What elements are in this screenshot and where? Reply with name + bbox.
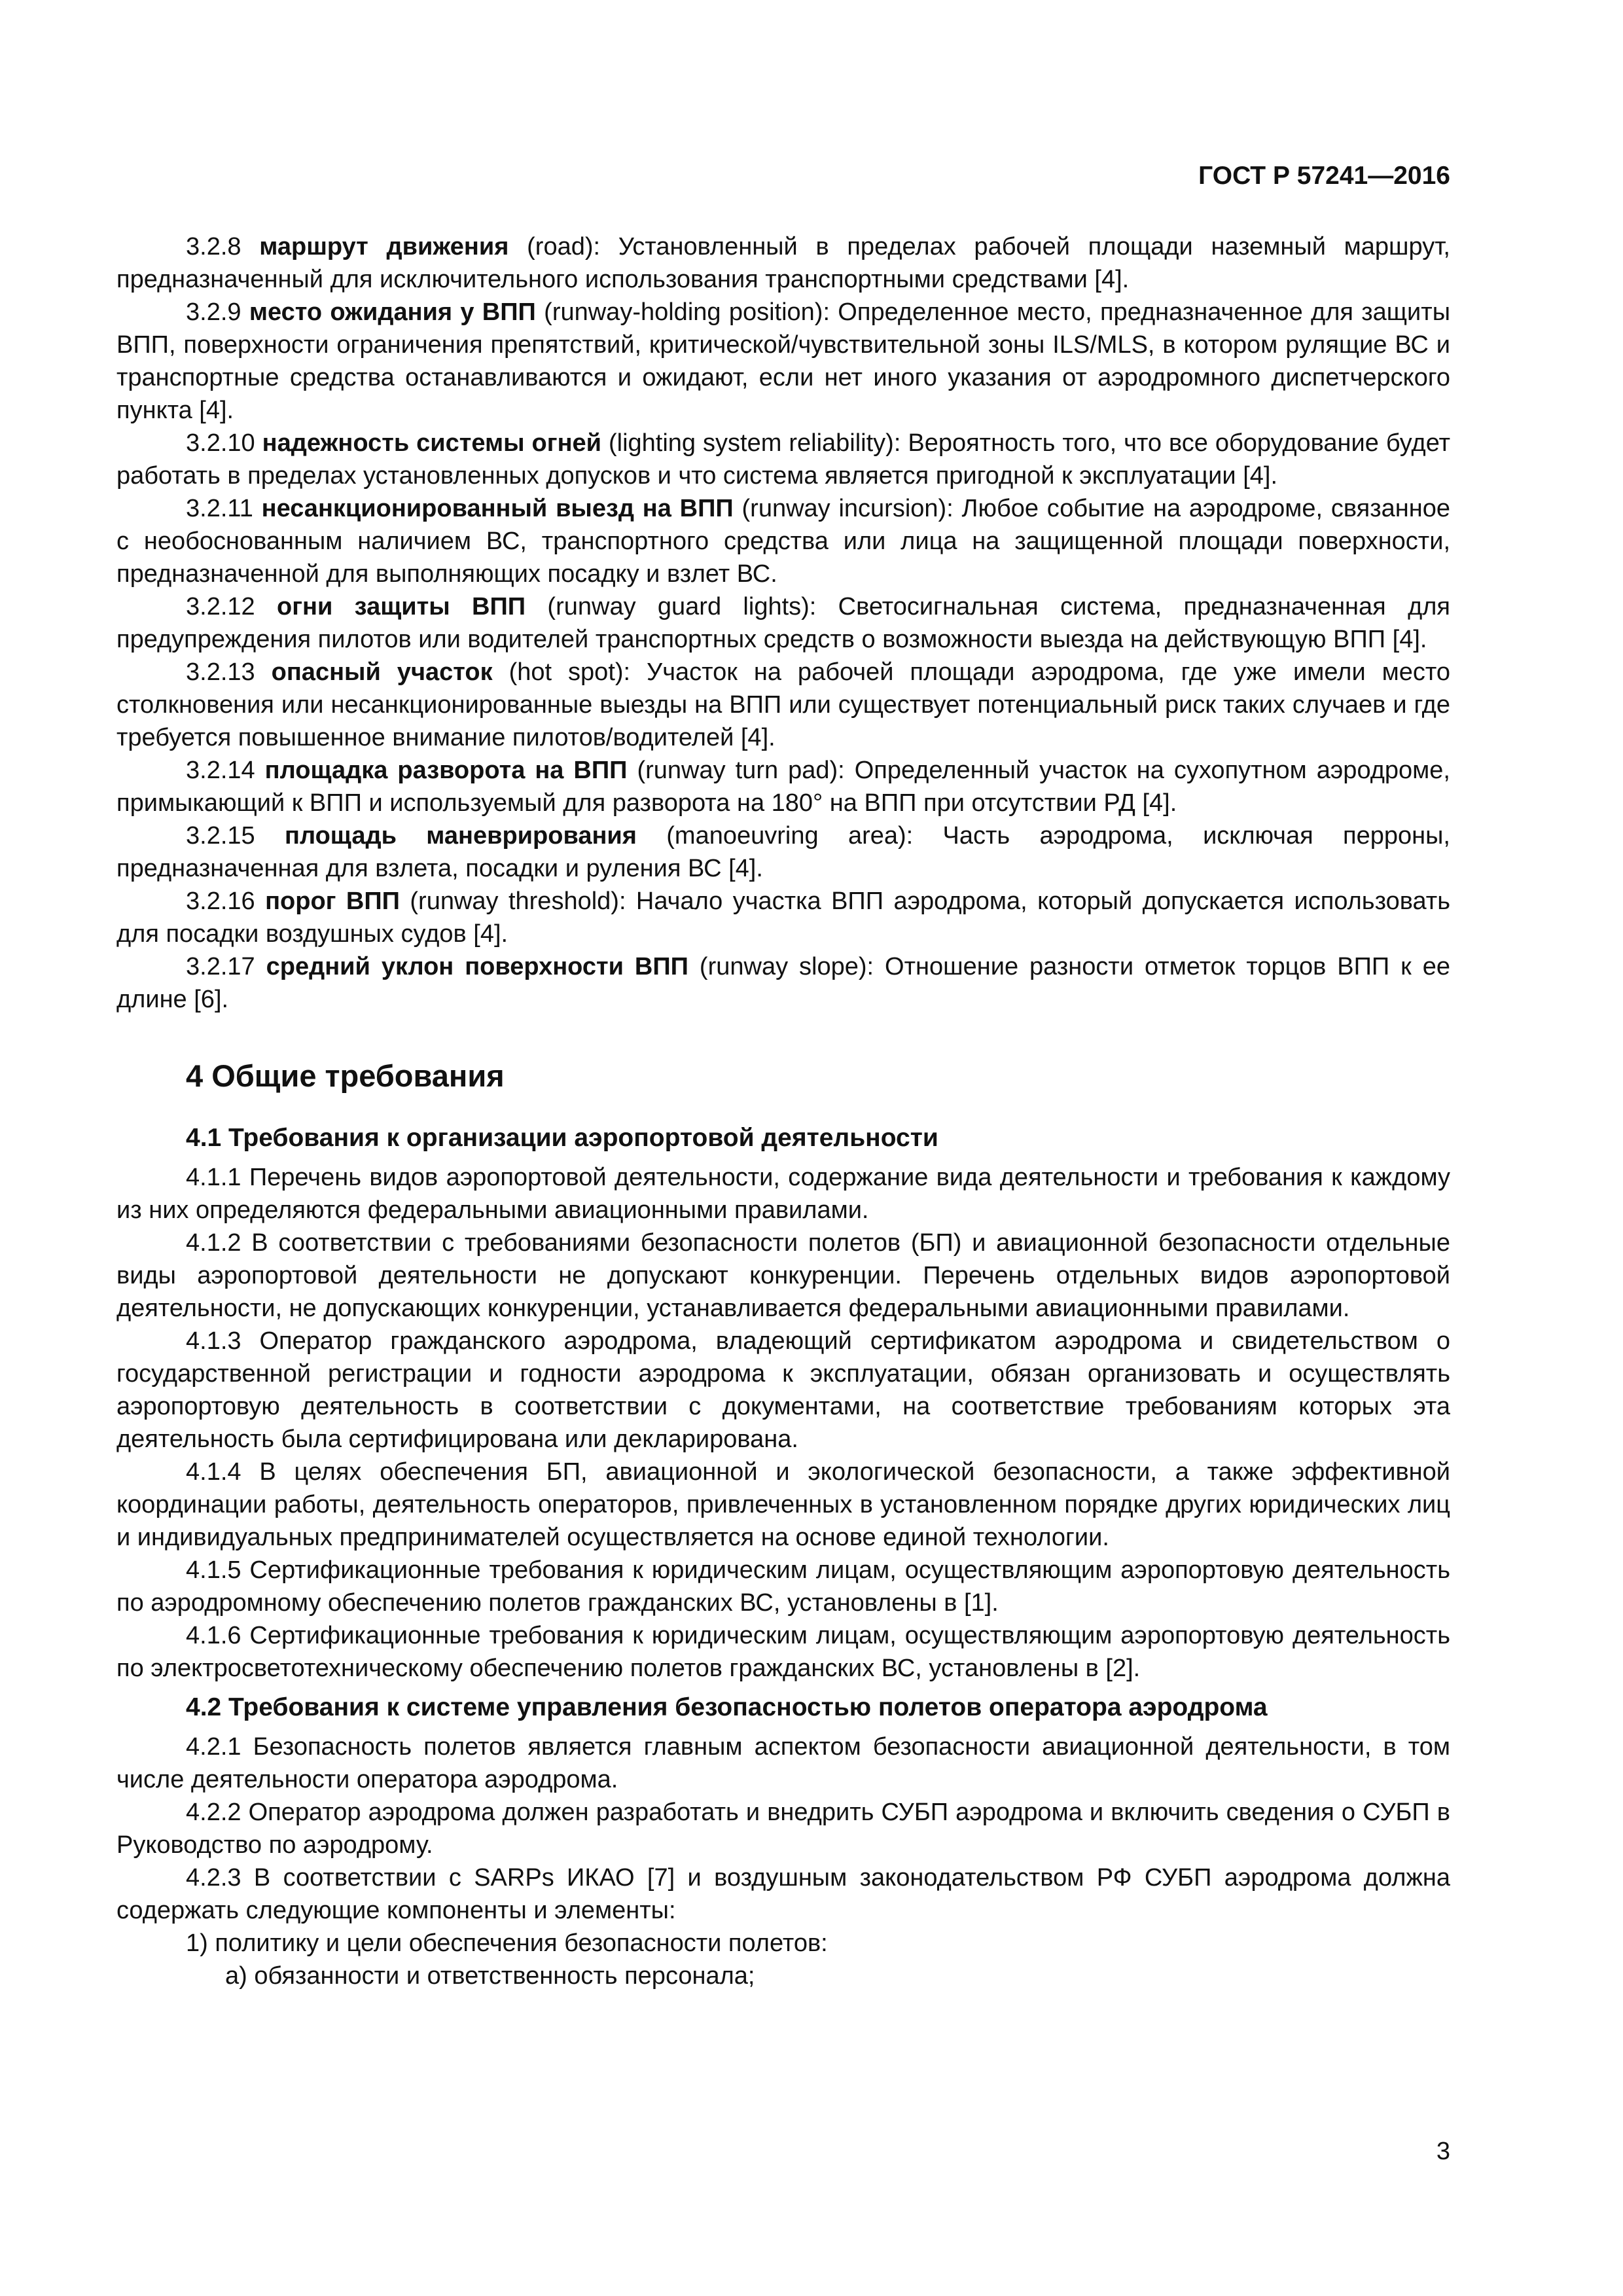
definition-term: маршрут движения <box>259 233 509 260</box>
definition-3-2-13: 3.2.13 опасный участок (hot spot): Участок на рабочей площади аэродрома, где уже имели место столкновения или несанкционированные выезды на ВПП или существует потенциальный риск таких случаев и где требуется повышенное внимание пилотов/водителей [4]. <box>116 658 1451 751</box>
definition-term: порог ВПП <box>265 888 400 915</box>
paragraph-4-1-2: 4.1.2 В соответствии с требованиями безопасности полетов (БП) и авиационной безопасности отдельные виды аэропортовой деятельности не допускают конкуренции. Перечень отдельных видов аэропортовой деятельности, не допускающих конкуренции, устанавливается федеральными авиационными правилами. <box>116 1229 1450 1322</box>
definition-3-2-10: 3.2.10 надежность системы огней (lighting system reliability): Вероятность того, что все оборудование будет работать в пределах установленных допусков и что система является пригодной к эксплуатации [4]. <box>116 429 1450 490</box>
definitions-list <box>116 230 1450 1016</box>
definition-term: огни защиты ВПП <box>277 593 526 620</box>
section-4-heading: 4 Общие требования <box>186 1058 505 1093</box>
paragraph-4-1-5: 4.1.5 Сертификационные требования к юридическим лицам, осуществляющим аэропортовую деятельность по аэродромному обеспечению полетов гражданских ВС, установлены в [1]. <box>116 1556 1450 1617</box>
definition-3-2-17: 3.2.17 средний уклон поверхности ВПП (runway slope): Отношение разности отметок торцов ВПП к ее длине [6]. <box>116 953 1450 1013</box>
definition-term: средний уклон поверхности ВПП <box>266 953 688 980</box>
definition-term: площадь маневрирования <box>285 822 637 850</box>
paragraph-4-2-2: 4.2.2 Оператор аэродрома должен разработать и внедрить СУБП аэродрома и включить сведения о СУБП в Руководство по аэродрому. <box>116 1799 1450 1859</box>
paragraph-4-1-3: 4.1.3 Оператор гражданского аэродрома, владеющий сертификатом аэродрома и свидетельством о государственной регистрации и годности аэродрома к эксплуатации, обязан организовать и осуществлять аэропортовую деятельность в соответствии с документами, на соответствие требованиям которых эта деятельность была сертифицирована или декларирована. <box>116 1327 1450 1453</box>
definition-term: несанкционированный выезд на ВПП <box>261 495 734 522</box>
subsection-4-1-heading: 4.1 Требования к организации аэропортовой деятельности <box>186 1124 938 1152</box>
definition-3-2-11: 3.2.11 несанкционированный выезд на ВПП (runway incursion): Любое событие на аэродроме, связанное с необоснованным наличием ВС, транспортного средства или лица на защищенной площади поверхности, предназначенной для выполняющих посадку и взлет ВС. <box>116 495 1450 588</box>
paragraph-4-1-4: 4.1.4 В целях обеспечения БП, авиационной и экологической безопасности, а также эффективной координации работы, деятельность операторов, привлеченных в установленном порядке других юридических лиц и индивидуальных предпринимателей осуществляется на основе единой технологии. <box>116 1458 1450 1551</box>
definition-term: площадка разворота на ВПП <box>264 757 628 784</box>
paragraph-4-2-3: 4.2.3 В соответствии с SARPs ИКАО [7] и воздушным законодательством РФ СУБП аэродрома должна содержать следующие компоненты и элементы: <box>116 1864 1450 1924</box>
document-body <box>116 230 1450 1992</box>
list-item-1: 1) политику и цели обеспечения безопасности полетов: <box>186 1929 828 1957</box>
definition-3-2-12: 3.2.12 огни защиты ВПП (runway guard lights): Светосигнальная система, предназначенная для предупреждения пилотов или водителей транспортных средств о возможности выезда на действующую ВПП [4]. <box>116 593 1451 653</box>
page-number: 3 <box>1436 2138 1450 2165</box>
definition-3-2-9: 3.2.9 место ожидания у ВПП (runway-holding position): Определенное место, предназначенное для защиты ВПП, поверхности ограничения препятствий, критической/чувствительной зоны ILS/MLS, в котором рулящие ВС и транспортные средства останавливаются и ожидают, если нет иного указания от аэродромного диспетчерского пункта [4]. <box>116 298 1451 424</box>
definition-term: место ожидания у ВПП <box>249 298 536 326</box>
definition-term: опасный участок <box>271 658 493 686</box>
paragraph-4-1-1: 4.1.1 Перечень видов аэропортовой деятельности, содержание вида деятельности и требования к каждому из них определяются федеральными авиационными правилами. <box>116 1164 1450 1224</box>
definition-3-2-14: 3.2.14 площадка разворота на ВПП (runway turn pad): Определенный участок на сухопутном аэродроме, примыкающий к ВПП и используемый для разворота на 180° на ВПП при отсутствии РД [4]. <box>116 757 1450 817</box>
definition-3-2-15: 3.2.15 площадь маневрирования (manoeuvring area): Часть аэродрома, исключая перроны, предназначенная для взлета, посадки и руления ВС [4]. <box>116 822 1450 882</box>
document-code-header: ГОСТ Р 57241—2016 <box>1198 162 1450 190</box>
paragraph-4-2-1: 4.2.1 Безопасность полетов является главным аспектом безопасности авиационной деятельности, в том числе деятельности оператора аэродрома. <box>116 1733 1450 1793</box>
definition-3-2-8: 3.2.8 маршрут движения (road): Установленный в пределах рабочей площади наземный маршрут, предназначенный для исключительного использования транспортными средствами [4]. <box>116 233 1450 293</box>
paragraph-4-1-6: 4.1.6 Сертификационные требования к юридическим лицам, осуществляющим аэропортовую деятельность по электросветотехническому обеспечению полетов гражданских ВС, установлены в [2]. <box>116 1622 1450 1682</box>
subsection-4-2-heading: 4.2 Требования к системе управления безопасностью полетов оператора аэродрома <box>186 1693 1268 1721</box>
definition-term: надежность системы огней <box>262 429 602 457</box>
definition-3-2-16: 3.2.16 порог ВПП (runway threshold): Начало участка ВПП аэродрома, который допускается использовать для посадки воздушных судов [4]. <box>116 888 1450 948</box>
document-page <box>116 0 1450 2296</box>
list-item-a: а) обязанности и ответственность персонала; <box>225 1962 755 1990</box>
